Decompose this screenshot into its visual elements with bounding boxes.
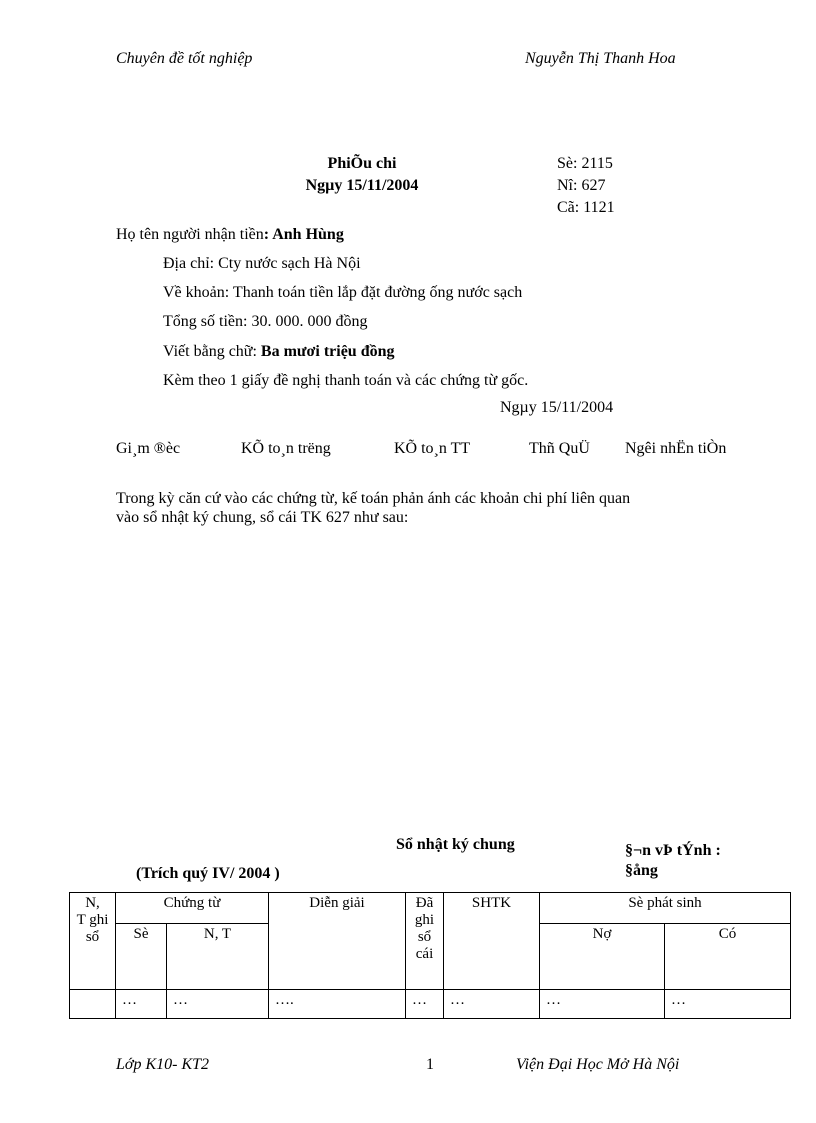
- header-date-top: N,: [85, 895, 100, 911]
- cell-debit: …: [540, 990, 665, 1019]
- journal-title: Sổ nhật ký chung: [396, 836, 515, 853]
- paragraph-line-1: Trong kỳ căn cứ vào các chứng từ, kế toán phản ánh các khoản chi phí liên quan: [116, 490, 631, 507]
- cell-description: ….: [269, 990, 406, 1019]
- voucher-title: PhiÕu chi: [327, 155, 397, 172]
- voucher-credit: Cã: 1121: [557, 199, 615, 216]
- header-posted: [406, 893, 444, 990]
- recipient-name: : Anh Hùng: [263, 226, 344, 243]
- cell-account: …: [444, 990, 540, 1019]
- cell-voucher-no: …: [116, 990, 167, 1019]
- paragraph-line-2: vào sổ nhật ký chung, sổ cái TK 627 như sau:: [116, 509, 409, 526]
- footer-class: Lớp K10- KT2: [116, 1056, 210, 1073]
- signature-date: Ngµy 15/11/2004: [500, 399, 614, 416]
- cell-date: [70, 990, 116, 1019]
- header-posted-top: Đã: [415, 895, 434, 911]
- signature-recipient: Ngêi nhËn tiÒn: [625, 440, 727, 457]
- unit-label: §¬n vÞ tÝnh :: [625, 842, 721, 859]
- header-right: Nguyễn Thị Thanh Hoa: [525, 50, 676, 67]
- header-date: [70, 893, 116, 990]
- amount-in-words-value: Ba mươi triệu đồng: [260, 343, 395, 360]
- recipient-address: Địa chỉ: Cty nước sạch Hà Nội: [163, 255, 361, 272]
- table-row: [70, 990, 791, 1019]
- signature-chief-accountant: KÕ to¸n trëng: [241, 440, 331, 457]
- cell-voucher-date: …: [167, 990, 269, 1019]
- cell-posted: …: [406, 990, 444, 1019]
- footer-school: Viện Đại Học Mở Hà Nội: [516, 1056, 680, 1073]
- payment-reason: Về khoản: Thanh toán tiền lắp đặt đường ống nước sạch: [163, 284, 523, 301]
- table-header-row: [70, 893, 791, 924]
- header-debit: Nợ: [540, 924, 665, 990]
- voucher-debit: Nî: 627: [557, 177, 606, 194]
- voucher-number: Sè: 2115: [557, 155, 613, 172]
- recipient-label: Họ tên người nhận tiền: [116, 226, 264, 243]
- header-voucher-date: N, T: [167, 924, 269, 990]
- signature-director: Gi¸m ®èc: [116, 440, 181, 457]
- header-credit: Có: [665, 924, 791, 990]
- header-posted-rest: ghi sổ cái: [414, 912, 435, 962]
- total-amount: Tổng số tiền: 30. 000. 000 đồng: [163, 313, 368, 330]
- header-amount: Sè phát sinh: [540, 893, 791, 924]
- header-date-rest: T ghi sổ: [76, 912, 109, 945]
- header-description: Diễn giải: [269, 893, 406, 990]
- signature-payment-accountant: KÕ to¸n TT: [394, 440, 471, 457]
- journal-subtitle: (Trích quý IV/ 2004 ): [136, 865, 280, 882]
- cell-credit: …: [665, 990, 791, 1019]
- amount-in-words-label: Viết bằng chữ:: [163, 343, 261, 360]
- page-number: 1: [426, 1056, 434, 1073]
- voucher-date: Ngµy 15/11/2004: [305, 177, 419, 194]
- signature-cashier: Thñ QuÜ: [529, 440, 590, 457]
- amount-in-words: [163, 343, 394, 361]
- header-account: SHTK: [444, 893, 540, 990]
- header-voucher: Chứng từ: [116, 893, 269, 924]
- header-left: Chuyên đề tốt nghiệp: [116, 50, 253, 67]
- recipient-line: [116, 226, 344, 244]
- unit-value: §ång: [625, 862, 658, 879]
- header-voucher-no: Sè: [116, 924, 167, 990]
- attachments-note: Kèm theo 1 giấy đề nghị thanh toán và các chứng từ gốc.: [163, 372, 529, 389]
- journal-table: [69, 892, 791, 1019]
